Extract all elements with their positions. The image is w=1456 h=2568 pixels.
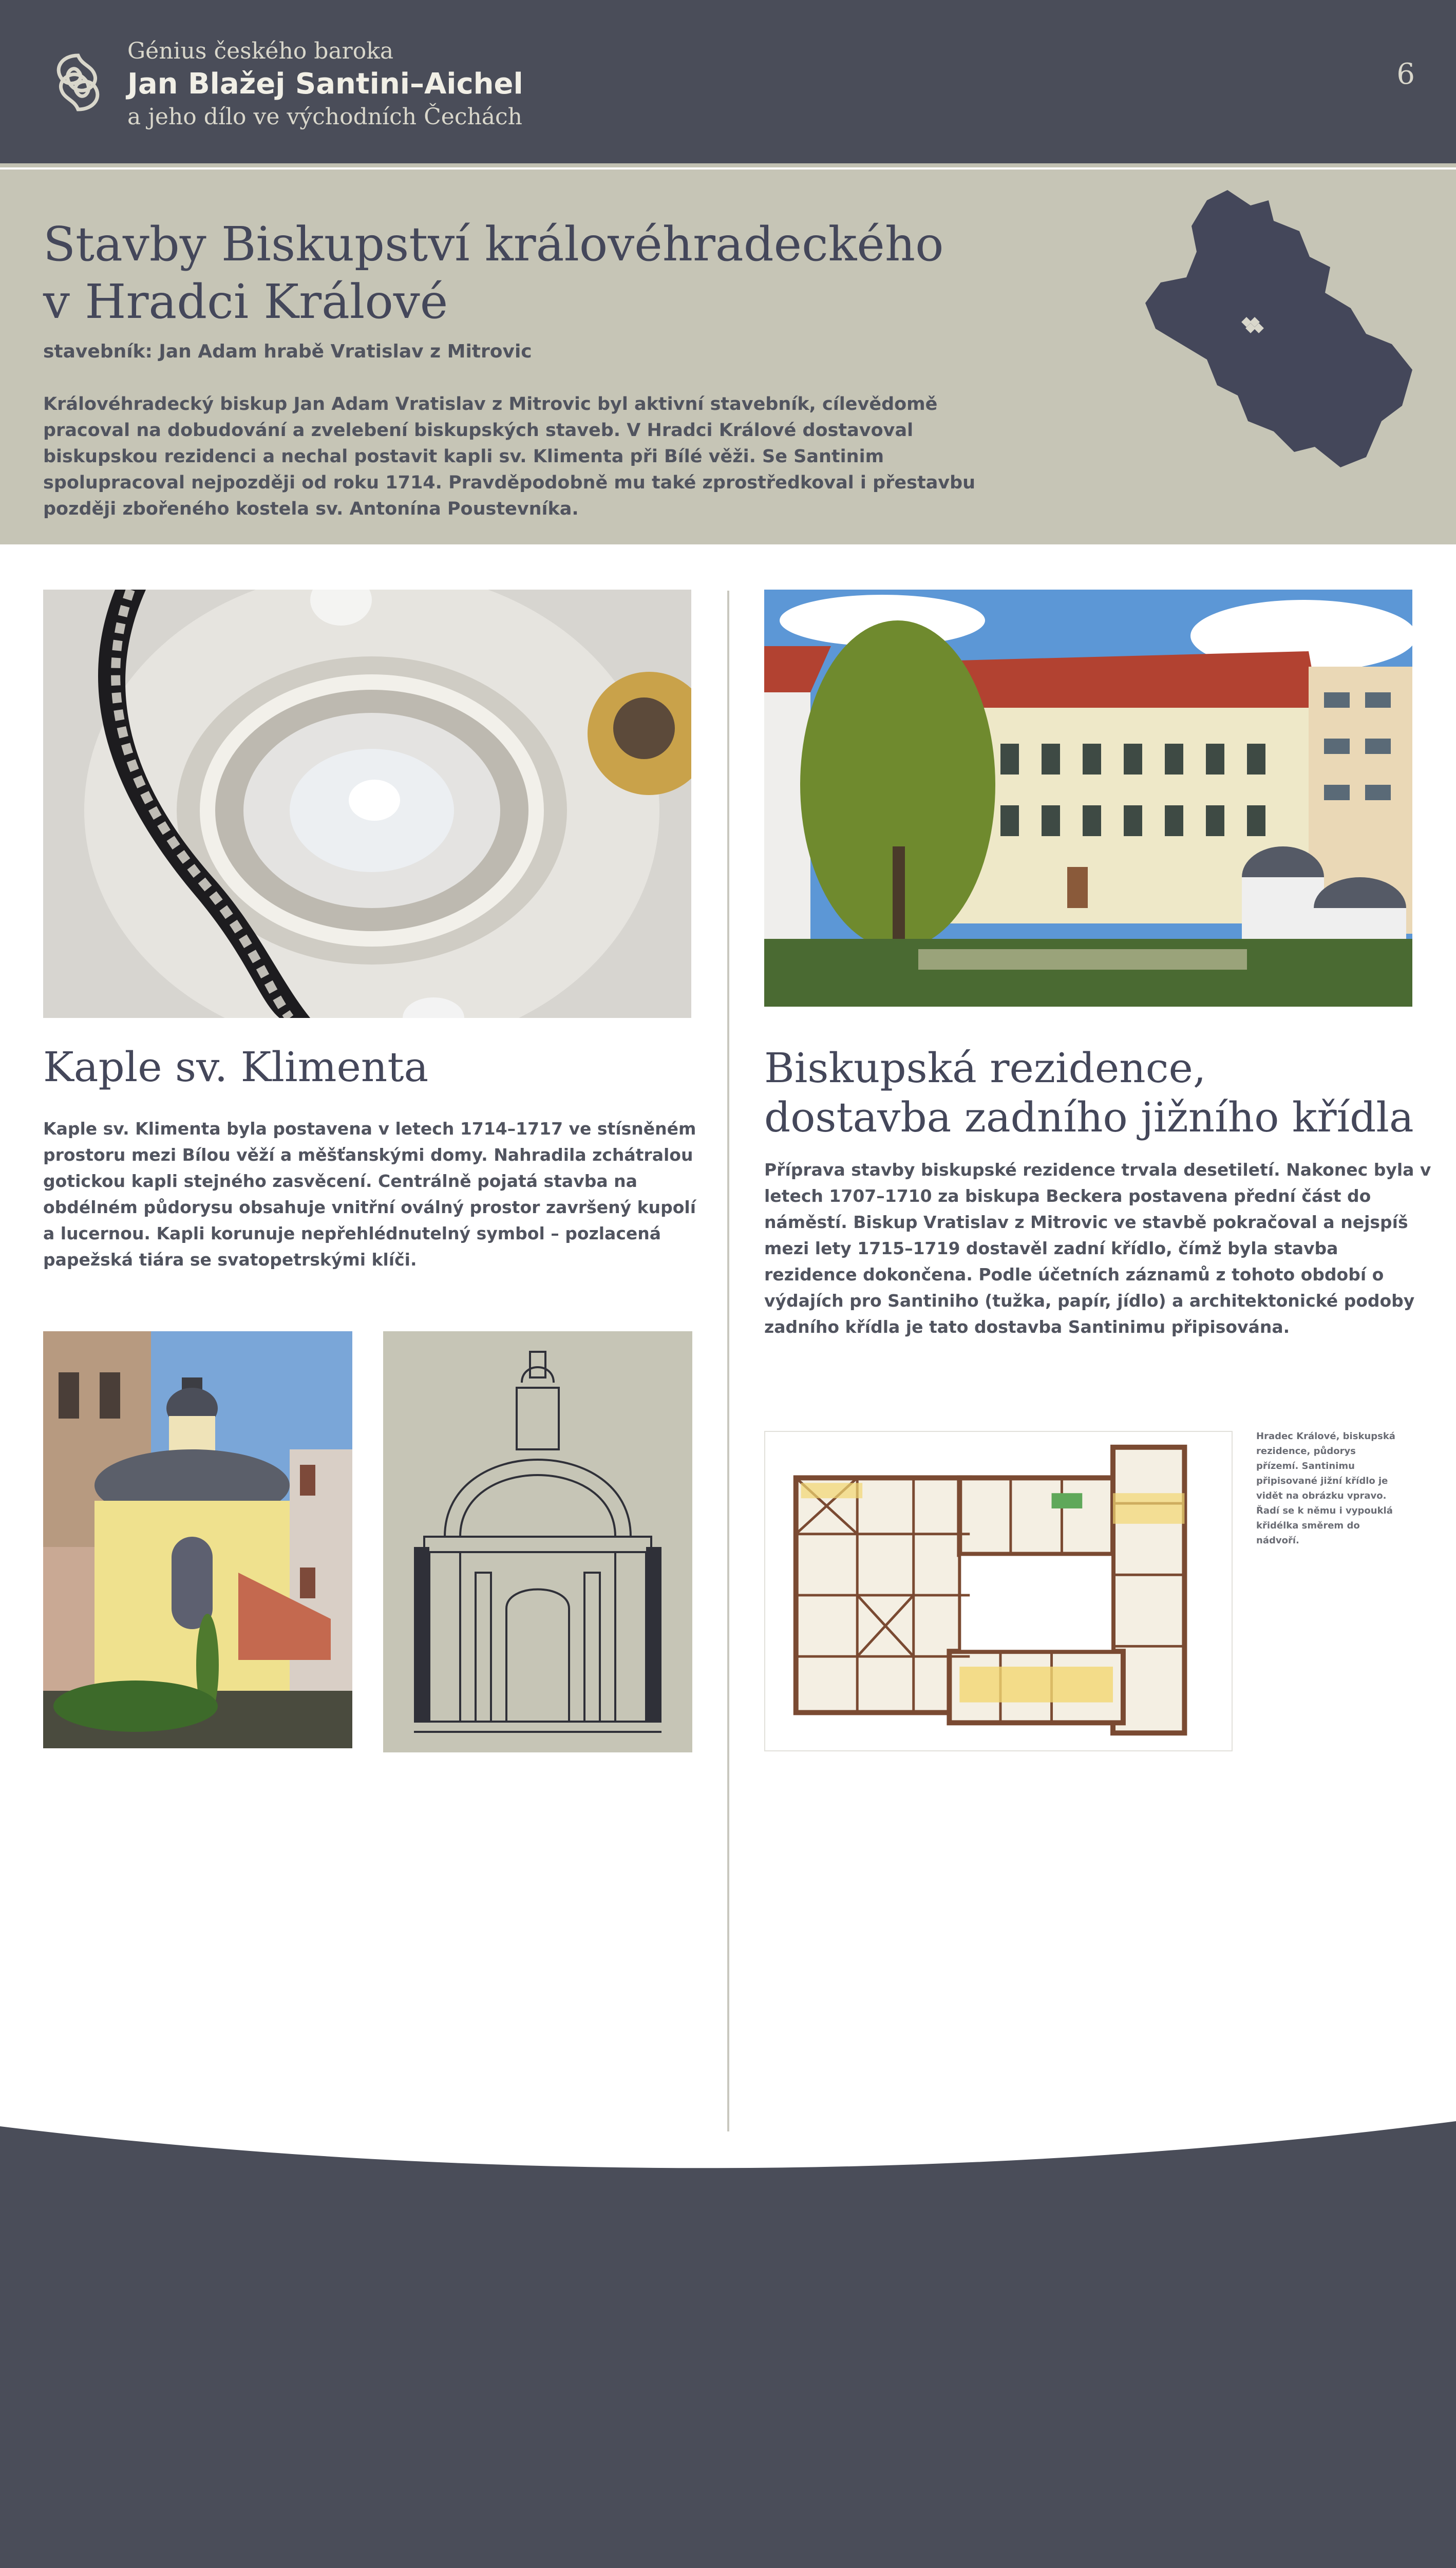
residence-heading-line2: dostavba zadního jižního křídla xyxy=(764,1093,1414,1141)
residence-paragraph: Příprava stavby biskupské rezidence trvala desetiletí. Nakonec byla v letech 1707–1710 za biskupa Beckera postavena přední část do náměstí. Biskup Vratislav z Mitrovic ve stavbě pokračoval a nejspíš mezi lety 1715–1719 dostavěl zadní křídlo, čímž byla stavba rezidence dokončena. Podle účetních záznamů z tohoto období o výdajích pro Santiniho (tužka, papír, jídlo) a architektonické podoby zadního křídla je tato dostavba Santinimu připisována. xyxy=(764,1160,1431,1337)
chapel-paragraph: Kaple sv. Klimenta byla postavena v letech 1714–1717 ve stísněném prostoru mezi Bílou věží a měšťanskými domy. Nahradila zchátralou gotickou kapli stejného zasvěcení. Centrálně pojatá stavba na obdélném půdorysu obsahuje vnitřní oválný prostor završený kupolí a lucernou. Kapli korunuje nepřehlédnutelný symbol – pozlacená papežská tiára se svatopetrskými klíči. xyxy=(43,1119,696,1270)
floor-plan-caption: Hradec Králové, biskupská rezidence, půdorys přízemí. Santinimu připisované jižní křídlo je vidět na obrázku vpravo. Řadí se k němu i vypouklá křidélka směrem do nádvoří. xyxy=(1256,1431,1395,1546)
cupola-interior-photo xyxy=(43,590,691,1018)
chapel-exterior-photo xyxy=(43,1331,352,1748)
column-divider xyxy=(727,591,729,2131)
footer-background xyxy=(0,2106,1456,2568)
page-header xyxy=(0,0,1456,163)
brand-block xyxy=(127,37,523,131)
region-map-icon xyxy=(1145,190,1412,467)
brand-tagline: Génius českého baroka xyxy=(127,38,394,64)
brand-subtitle: a jeho dílo ve východních Čechách xyxy=(127,104,523,130)
residence-heading xyxy=(764,1044,1432,1142)
brand-name: Jan Blažej Santini–Aichel xyxy=(127,67,523,101)
ground-floor-plan xyxy=(764,1431,1233,1751)
santini-logo-icon xyxy=(41,45,116,120)
residence-heading-line1: Biskupská rezidence, xyxy=(764,1044,1206,1092)
page-footer xyxy=(0,2106,1456,2568)
builder-label: stavebník: Jan Adam hrabě Vratislav z Mitrovic xyxy=(43,341,532,362)
page-number: 6 xyxy=(1396,58,1415,91)
chapel-heading: Kaple sv. Klimenta xyxy=(43,1043,429,1091)
intro-paragraph: Královéhradecký biskup Jan Adam Vratislav z Mitrovic byl aktivní stavebník, cílevědomě pracoval na dobudování a zvelebení biskupských staveb. V Hradci Králové dostavoval biskupskou rezidenci a nechal postavit kapli sv. Klimenta při Bílé věži. Se Santinim spolupracoval nejpozději od roku 1714. Pravděpodobně mu také zprostředkoval i přestavbu později zbořeného kostela sv. Antonína Poustevníka. xyxy=(43,394,976,519)
residence-photo xyxy=(764,590,1412,1007)
page-title-line2: v Hradci Králové xyxy=(43,274,448,329)
page-title xyxy=(43,216,1070,331)
chapel-section-drawing xyxy=(383,1331,692,1752)
header-divider xyxy=(0,163,1456,167)
page-title-line1: Stavby Biskupství královéhradeckého xyxy=(43,217,944,272)
